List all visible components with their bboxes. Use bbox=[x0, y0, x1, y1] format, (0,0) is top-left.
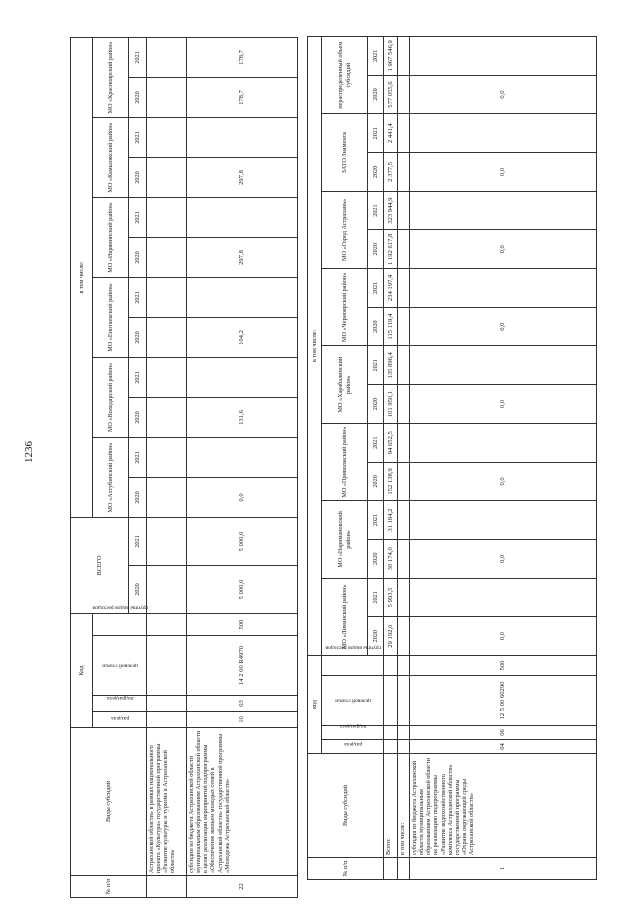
cell bbox=[398, 36, 410, 75]
year-header: 2021 bbox=[368, 423, 384, 462]
total-cell: 5 993,5 bbox=[384, 578, 398, 617]
cell bbox=[410, 423, 597, 462]
row-name: Астраханской области» в рамках национального проекта «Культура» государственной программы «Развитие культуры и туризма в Астраханской области» bbox=[147, 728, 187, 876]
cell bbox=[384, 858, 398, 880]
cell: 5 000,0 bbox=[187, 517, 298, 565]
cell: 0,0 bbox=[410, 230, 597, 269]
cell: 0,0 bbox=[410, 617, 597, 656]
cell: 104,2 bbox=[187, 317, 298, 357]
year-header: 2021 bbox=[129, 517, 147, 565]
cell bbox=[147, 565, 187, 613]
cell bbox=[398, 230, 410, 269]
row-num bbox=[147, 876, 187, 898]
cell bbox=[147, 437, 187, 477]
col-razdel-header: раздела bbox=[322, 740, 384, 754]
cell bbox=[147, 117, 187, 157]
cell bbox=[147, 197, 187, 237]
subsidy-table-part-2 bbox=[307, 37, 597, 880]
col-type-header: Виды субсидий bbox=[308, 754, 384, 858]
mo-header: МО «Черноярский район» bbox=[322, 269, 368, 346]
cell bbox=[147, 277, 187, 317]
cell bbox=[398, 676, 410, 726]
mo-header: МО «Камызякский район» bbox=[93, 117, 129, 197]
year-header: 2020 bbox=[368, 230, 384, 269]
year-header: 2020 bbox=[129, 237, 147, 277]
year-header: 2021 bbox=[129, 437, 147, 477]
row-vr: 500 bbox=[187, 613, 298, 635]
col-podrazdel-header: подраздела bbox=[322, 726, 384, 740]
cell bbox=[398, 655, 410, 675]
cell bbox=[398, 858, 410, 880]
col-razdel-header: раздела bbox=[93, 712, 147, 728]
cell bbox=[187, 117, 298, 157]
year-header: 2020 bbox=[368, 385, 384, 424]
total-cell: 29 192,0 bbox=[384, 617, 398, 656]
year-header: 2021 bbox=[129, 37, 147, 77]
total-cell: 2 441,4 bbox=[384, 114, 398, 153]
year-header: 2020 bbox=[129, 565, 147, 613]
col-in-that-header: в том числе: bbox=[308, 36, 322, 655]
cell bbox=[410, 501, 597, 540]
cell bbox=[398, 462, 410, 501]
cell: 178,7 bbox=[187, 37, 298, 77]
cell bbox=[147, 357, 187, 397]
mo-header: МО «Икрянинский район» bbox=[93, 197, 129, 277]
col-code-header: Код bbox=[71, 613, 93, 727]
year-header: 2020 bbox=[129, 157, 147, 197]
mo-header: МО «Ахтубинский район» bbox=[93, 437, 129, 517]
col-csr-header: целевой статьи bbox=[322, 676, 384, 726]
mo-header: МО «Володарский район» bbox=[93, 357, 129, 437]
year-header: 2021 bbox=[129, 357, 147, 397]
cell bbox=[187, 197, 298, 237]
sub-label: в том числе: bbox=[398, 754, 410, 858]
cell bbox=[384, 726, 398, 740]
total-cell: 2 377,5 bbox=[384, 153, 398, 192]
cell bbox=[398, 726, 410, 740]
col-total-header: ВСЕГО bbox=[71, 517, 129, 613]
cell bbox=[147, 517, 187, 565]
col-podrazdel-header: подраздела bbox=[93, 696, 147, 712]
row-csr bbox=[147, 636, 187, 696]
total-cell: 234 197,4 bbox=[384, 269, 398, 308]
cell bbox=[147, 77, 187, 117]
cell bbox=[398, 617, 410, 656]
row-name: субсидия из бюджета Астраханской области муниципальным образованиям Астраханской области на реализацию подпрограммы «Развитие водохозяйственного комплекса Астраханской области» государственной программы «Охрана окружающей среды Астраханской области» bbox=[410, 754, 597, 858]
cell bbox=[384, 676, 398, 726]
cell bbox=[398, 346, 410, 385]
cell: 0,0 bbox=[410, 75, 597, 114]
cell bbox=[147, 477, 187, 517]
cell bbox=[398, 740, 410, 754]
row-razdel bbox=[147, 712, 187, 728]
year-header: 2020 bbox=[129, 317, 147, 357]
row-csr: 14 2 00 R4970 bbox=[187, 636, 298, 696]
cell: 0,0 bbox=[187, 477, 298, 517]
row-name: субсидии из бюджета Астраханской области муниципальным образованиям Астраханской области в целях реализации мероприятий подпрограммы «Обеспечение жильем молодых семей в Астраханской области» государственной программы «Молодежь Астраханской области» bbox=[187, 728, 298, 876]
cell: 178,7 bbox=[187, 77, 298, 117]
year-header: 2020 bbox=[129, 397, 147, 437]
cell bbox=[410, 114, 597, 153]
cell bbox=[398, 539, 410, 578]
total-cell: 577 055,6 bbox=[384, 75, 398, 114]
mo-header: МО «Приволжский район» bbox=[322, 423, 368, 500]
total-cell: 31 184,2 bbox=[384, 501, 398, 540]
table-row bbox=[147, 37, 187, 897]
table-row bbox=[410, 36, 597, 879]
total-cell: 1 192 617,8 bbox=[384, 230, 398, 269]
year-header: 2021 bbox=[129, 117, 147, 157]
cell bbox=[410, 346, 597, 385]
mo-header: МО «Лиманский район» bbox=[322, 578, 368, 655]
total-cell: 115 119,4 bbox=[384, 307, 398, 346]
cell bbox=[398, 578, 410, 617]
cell bbox=[147, 237, 187, 277]
year-header: 2020 bbox=[368, 617, 384, 656]
cell bbox=[398, 153, 410, 192]
sub-label-row bbox=[398, 36, 410, 879]
total-cell: 323 944,9 bbox=[384, 191, 398, 230]
cell bbox=[187, 357, 298, 397]
mo-header: МО «Харабалинский район» bbox=[322, 346, 368, 423]
cell bbox=[147, 157, 187, 197]
year-header: 2021 bbox=[368, 191, 384, 230]
mo-header: МО «Енотаевский район» bbox=[93, 277, 129, 357]
total-cell: 1 967 546,9 bbox=[384, 36, 398, 75]
year-header: 2020 bbox=[129, 477, 147, 517]
cell bbox=[187, 437, 298, 477]
cell bbox=[384, 740, 398, 754]
cell bbox=[398, 385, 410, 424]
row-podrazdel bbox=[147, 696, 187, 712]
col-in-that-header: в том числе: bbox=[71, 37, 93, 517]
col-vr-header: группы видов расходов bbox=[322, 655, 384, 675]
year-header: 2021 bbox=[129, 277, 147, 317]
year-header: 2020 bbox=[368, 75, 384, 114]
year-header: 2020 bbox=[129, 77, 147, 117]
cell bbox=[398, 114, 410, 153]
row-num: 22 bbox=[187, 876, 298, 898]
col-vr-header: группы видов расходов bbox=[93, 613, 147, 635]
row-podrazdel: 06 bbox=[410, 726, 597, 740]
cell: 0,0 bbox=[410, 539, 597, 578]
cell: 0,0 bbox=[410, 462, 597, 501]
year-header: 2020 bbox=[368, 307, 384, 346]
cell: 0,0 bbox=[410, 307, 597, 346]
cell bbox=[398, 501, 410, 540]
cell: 131,6 bbox=[187, 397, 298, 437]
cell bbox=[398, 423, 410, 462]
cell bbox=[410, 269, 597, 308]
year-header: 2021 bbox=[368, 114, 384, 153]
year-header: 2020 bbox=[368, 539, 384, 578]
cell bbox=[398, 75, 410, 114]
col-num-header: № п/п bbox=[71, 876, 147, 898]
cell bbox=[147, 317, 187, 357]
total-cell: 152 138,9 bbox=[384, 462, 398, 501]
cell bbox=[410, 191, 597, 230]
total-cell: 30 174,0 bbox=[384, 539, 398, 578]
cell bbox=[187, 277, 298, 317]
year-header: 2021 bbox=[368, 578, 384, 617]
cell bbox=[410, 36, 597, 75]
subsidy-table-part-1 bbox=[70, 38, 298, 898]
total-cell: 135 896,4 bbox=[384, 346, 398, 385]
year-header: 2020 bbox=[368, 462, 384, 501]
cell bbox=[384, 655, 398, 675]
row-podrazdel: 03 bbox=[187, 696, 298, 712]
total-cell: 94 652,5 bbox=[384, 423, 398, 462]
page-number: 1236 bbox=[23, 441, 35, 463]
col-num-header: № п/п bbox=[308, 858, 384, 880]
mo-header: МО «Красноярский район» bbox=[93, 37, 129, 117]
total-label: Всего: bbox=[384, 754, 398, 858]
total-cell: 101 950,1 bbox=[384, 385, 398, 424]
mo-header: МО «Город Астрахань» bbox=[322, 191, 368, 268]
row-csr: 12 5 00 60290 bbox=[410, 676, 597, 726]
cell: 297,8 bbox=[187, 237, 298, 277]
cell: 5 000,0 bbox=[187, 565, 298, 613]
col-code-header: код bbox=[308, 655, 322, 753]
year-header: 2021 bbox=[368, 36, 384, 75]
cell: 0,0 bbox=[410, 153, 597, 192]
mo-header: МО «Наримановский район» bbox=[322, 501, 368, 578]
row-razdel: 10 bbox=[187, 712, 298, 728]
cell: 297,8 bbox=[187, 157, 298, 197]
cell bbox=[147, 397, 187, 437]
mo-header: ЗАТО Знаменск bbox=[322, 114, 368, 191]
mo-header: нераспределенный объем субсидий bbox=[322, 36, 368, 113]
row-vr bbox=[147, 613, 187, 635]
col-csr-header: целевой статьи bbox=[93, 636, 147, 696]
year-header: 2021 bbox=[368, 346, 384, 385]
cell bbox=[410, 578, 597, 617]
year-header: 2020 bbox=[368, 153, 384, 192]
cell bbox=[398, 191, 410, 230]
cell bbox=[147, 37, 187, 77]
year-header: 2021 bbox=[368, 269, 384, 308]
row-razdel: 04 bbox=[410, 740, 597, 754]
cell: 0,0 bbox=[410, 385, 597, 424]
cell bbox=[398, 269, 410, 308]
table-row bbox=[187, 37, 298, 897]
col-type-header: Виды субсидий bbox=[71, 728, 147, 876]
row-vr: 500 bbox=[410, 655, 597, 675]
year-header: 2021 bbox=[129, 197, 147, 237]
cell bbox=[398, 307, 410, 346]
total-row bbox=[384, 36, 398, 879]
year-header: 2021 bbox=[368, 501, 384, 540]
row-num: 1 bbox=[410, 858, 597, 880]
